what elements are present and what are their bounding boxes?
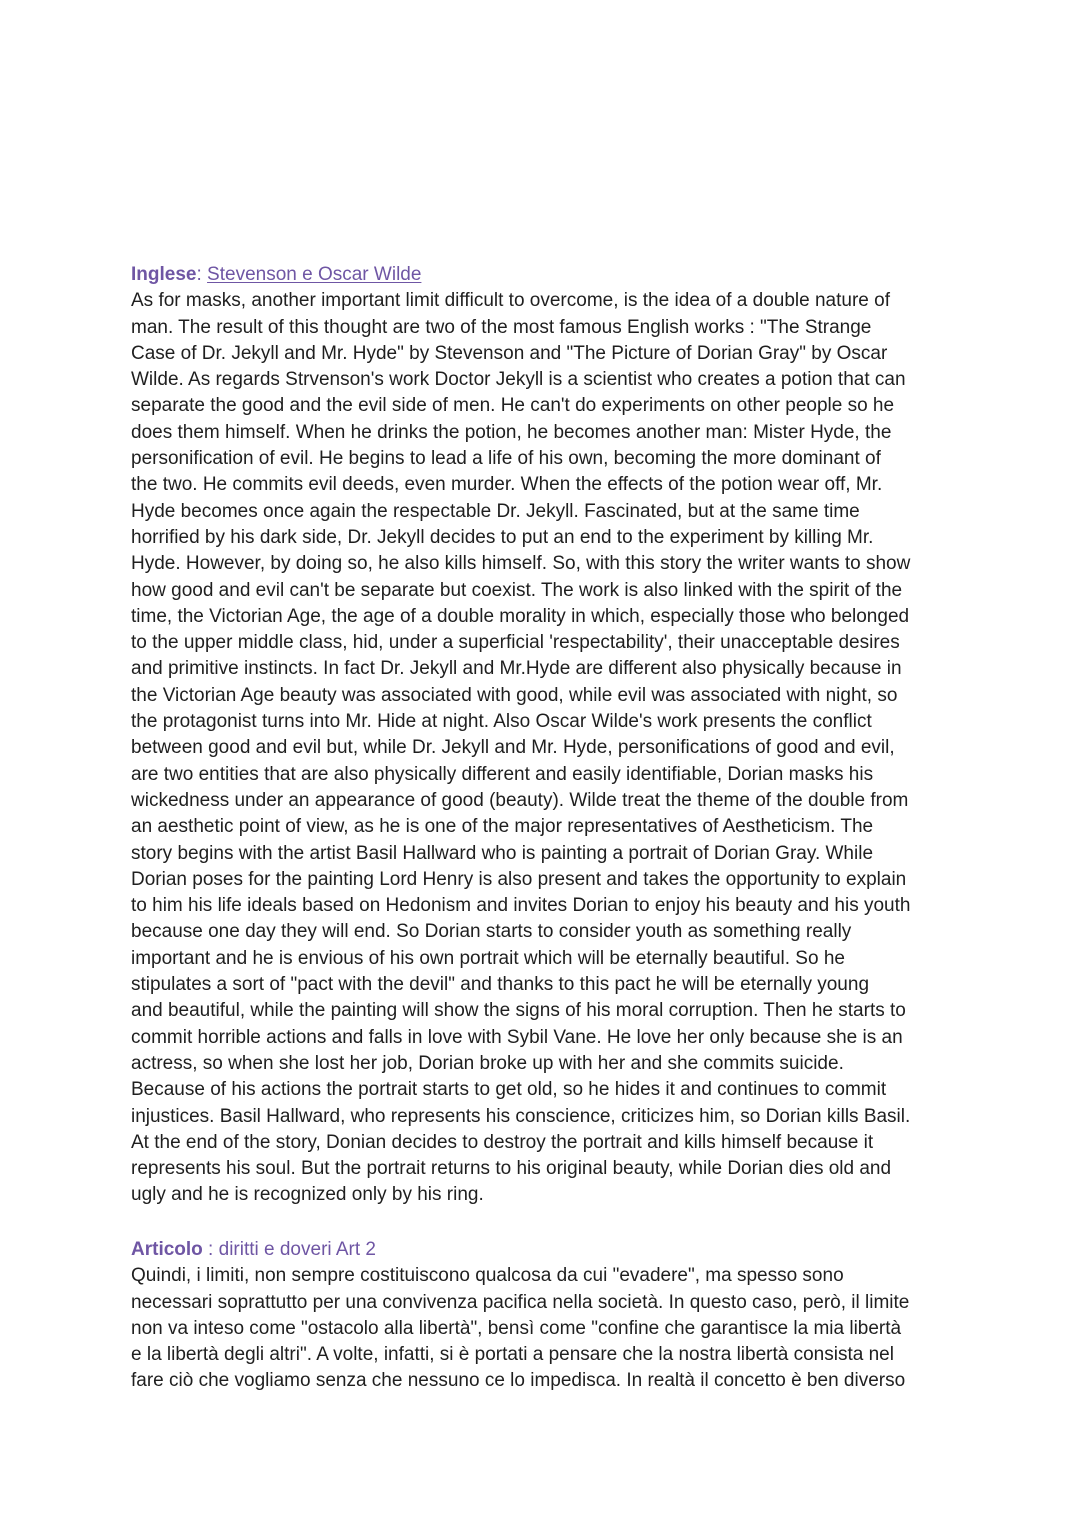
topic-link[interactable]: Stevenson e Oscar Wilde — [207, 264, 422, 285]
paragraph-line: Quindi, i limiti, non sempre costituiscono qualcosa da cui "evadere", ma spesso sono — [131, 1265, 844, 1287]
paragraph-line: does them himself. When he drinks the potion, he becomes another man: Mister Hyde, the — [131, 421, 892, 443]
paragraph-line: wickedness under an appearance of good (beauty). Wilde treat the theme of the double from — [131, 789, 909, 811]
paragraph-line: personification of evil. He begins to lead a life of his own, becoming the more dominant of — [131, 448, 881, 470]
paragraph-line: As for masks, another important limit difficult to overcome, is the idea of a double nature of — [131, 290, 890, 312]
paragraph-line: stipulates a sort of "pact with the devil" and thanks to this pact he will be eternally young — [131, 974, 870, 996]
article-section-heading — [131, 1237, 961, 1263]
paragraph-line: fare ciò che vogliamo senza che nessuno ce lo impedisca. In realtà il concetto è ben diverso — [131, 1370, 906, 1392]
paragraph-line: important and he is envious of his own portrait which will be eternally beautiful. So he — [131, 947, 845, 969]
paragraph-line: man. The result of this thought are two of the most famous English works : "The Strange — [131, 316, 872, 338]
paragraph-line: are two entities that are also physically different and easily identifiable, Dorian masks his — [131, 763, 874, 785]
paragraph-line: commit horrible actions and falls in love with Sybil Vane. He love her only because she is an — [131, 1026, 903, 1048]
paragraph-line: horrified by his dark side, Dr. Jekyll decides to put an end to the experiment by killing Mr. — [131, 526, 874, 548]
paragraph-line: Hyde becomes once again the respectable Dr. Jekyll. Fascinated, but at the same time — [131, 500, 860, 522]
paragraph-line: separate the good and the evil side of men. He can't do experiments on other people so he — [131, 395, 895, 417]
paragraph-line: an aesthetic point of view, as he is one of the major representatives of Aestheticism. The — [131, 816, 874, 838]
paragraph-line: because one day they will end. So Dorian starts to consider youth as something really — [131, 921, 852, 943]
subject-label: Inglese — [131, 264, 197, 285]
paragraph-line: Case of Dr. Jekyll and Mr. Hyde" by Stevenson and "The Picture of Dorian Gray" by Oscar — [131, 342, 888, 364]
paragraph-line: and beautiful, while the painting will show the signs of his moral corruption. Then he starts to — [131, 1000, 906, 1022]
paragraph-line: represents his soul. But the portrait returns to his original beauty, while Dorian dies old and — [131, 1158, 892, 1180]
paragraph-line: story begins with the artist Basil Hallward who is painting a portrait of Dorian Gray. While — [131, 842, 874, 864]
article-section — [131, 1237, 961, 1395]
paragraph-line: ugly and he is recognized only by his ring. — [131, 1184, 484, 1206]
heading-separator: : — [202, 1239, 214, 1260]
paragraph-line: non va inteso come "ostacolo alla libertà", bensì come "confine che garantisce la mia libertà — [131, 1317, 902, 1339]
heading-separator: : — [196, 264, 202, 285]
english-section-heading — [131, 262, 961, 288]
paragraph-line: the two. He commits evil deeds, even murder. When the effects of the potion wear off, Mr. — [131, 474, 883, 496]
paragraph-line: Wilde. As regards Strvenson's work Doctor Jekyll is a scientist who creates a potion that can — [131, 369, 906, 391]
paragraph-line: between good and evil but, while Dr. Jekyll and Mr. Hyde, personifications of good and evil, — [131, 737, 895, 759]
topic-label: diritti e doveri Art 2 — [218, 1239, 376, 1260]
paragraph-line: the protagonist turns into Mr. Hide at night. Also Oscar Wilde's work presents the conflict — [131, 711, 872, 733]
paragraph-line: to him his life ideals based on Hedonism and invites Dorian to enjoy his beauty and his youth — [131, 895, 911, 917]
paragraph-line: At the end of the story, Donian decides to destroy the portrait and kills himself because it — [131, 1131, 874, 1153]
paragraph-line: Because of his actions the portrait starts to get old, so he hides it and continues to commit — [131, 1079, 887, 1101]
subject-label: Articolo — [131, 1239, 203, 1260]
paragraph-line: how good and evil can't be separate but coexist. The work is also linked with the spirit of the — [131, 579, 903, 601]
paragraph-line: e la libertà degli altri". A volte, infatti, si è portati a pensare che la nostra libertà consista nel — [131, 1344, 894, 1366]
paragraph-line: necessari soprattutto per una convivenza pacifica nella società. In questo caso, però, il limite — [131, 1291, 910, 1313]
paragraph-line: actress, so when she lost her job, Dorian broke up with her and she commits suicide. — [131, 1052, 844, 1074]
english-paragraph — [131, 288, 961, 1208]
english-section — [131, 262, 961, 1209]
paragraph-line: time, the Victorian Age, the age of a double morality in which, especially those who belonged — [131, 605, 910, 627]
paragraph-line: the Victorian Age beauty was associated with good, while evil was associated with night, so — [131, 684, 898, 706]
paragraph-line: injustices. Basil Hallward, who represents his conscience, criticizes him, so Dorian kills Basil. — [131, 1105, 911, 1127]
article-paragraph — [131, 1263, 961, 1394]
paragraph-line: to the upper middle class, hid, under a superficial 'respectability', their unacceptable desires — [131, 632, 900, 654]
paragraph-line: Dorian poses for the painting Lord Henry is also present and takes the opportunity to explain — [131, 868, 907, 890]
paragraph-line: Hyde. However, by doing so, he also kills himself. So, with this story the writer wants to show — [131, 553, 911, 575]
paragraph-line: and primitive instincts. In fact Dr. Jekyll and Mr.Hyde are different also physically because in — [131, 658, 902, 680]
